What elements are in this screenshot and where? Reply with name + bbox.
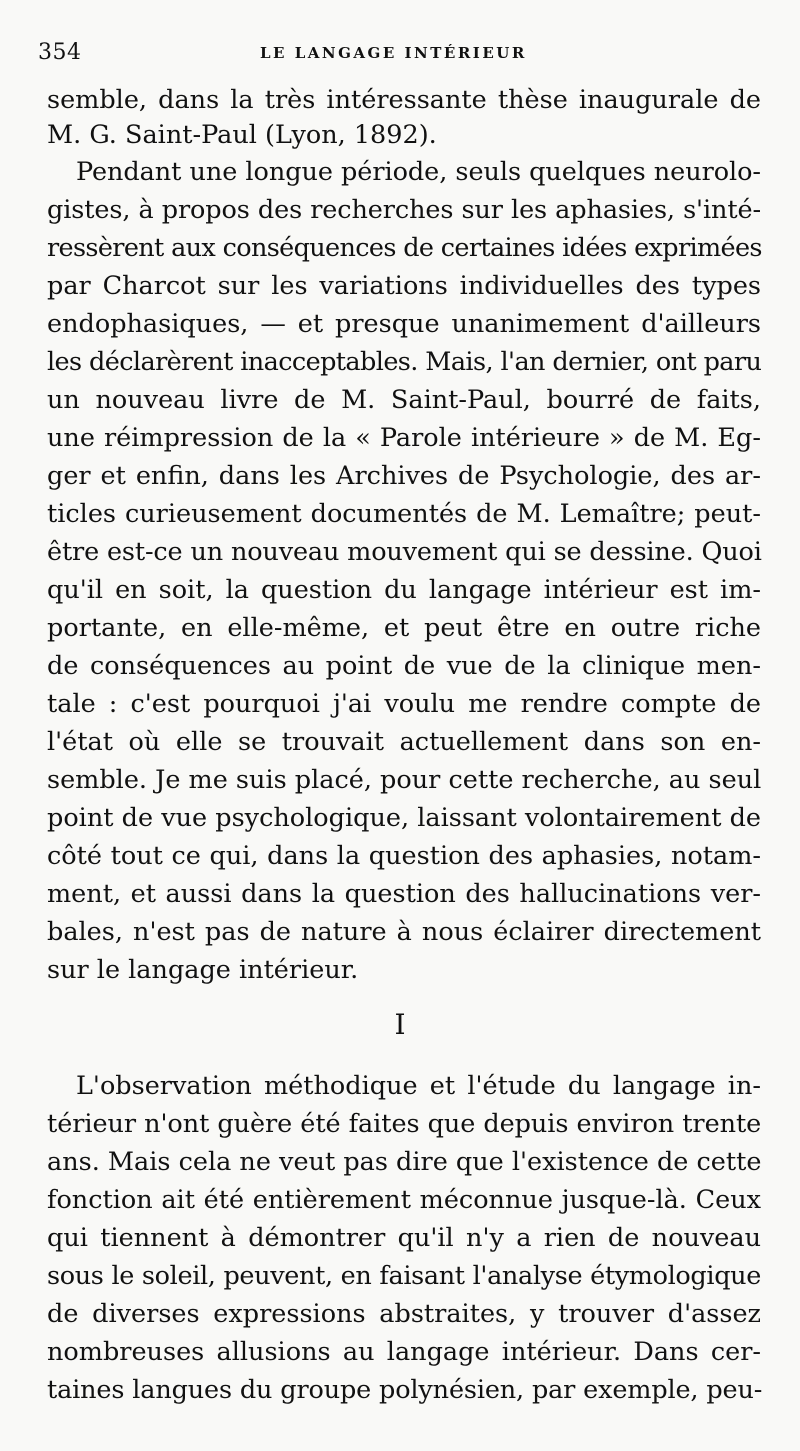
text-line: semble, dans la très intéressante thèse inaugurale de	[47, 85, 761, 115]
text-line: ment, et aussi dans la question des hallucinations ver-	[47, 879, 761, 909]
text-line: bales, n'est pas de nature à nous éclairer directement	[47, 917, 761, 947]
text-line: sous le soleil, peuvent, en faisant l'analyse étymologique	[47, 1261, 761, 1291]
text-line: portante, en elle-même, et peut être en outre riche	[47, 613, 761, 643]
text-line: l'état où elle se trouvait actuellement dans son en-	[47, 727, 761, 757]
page-number: 354	[38, 40, 82, 65]
text-line: ticles curieusement documentés de M. Lemaître; peut-	[47, 499, 761, 529]
text-line: un nouveau livre de M. Saint-Paul, bourré de faits,	[47, 385, 761, 415]
text-line: M. G. Saint-Paul (Lyon, 1892).	[47, 120, 437, 150]
text-line: sur le langage intérieur.	[47, 955, 359, 985]
text-line: ger et enfin, dans les Archives de Psychologie, des ar-	[47, 461, 761, 491]
text-line: qui tiennent à démontrer qu'il n'y a rien de nouveau	[47, 1223, 761, 1253]
text-line: ressèrent aux conséquences de certaines idées exprimées	[47, 233, 762, 263]
running-head	[38, 40, 758, 70]
running-title: LE LANGAGE INTÉRIEUR	[260, 44, 527, 62]
text-line: L'observation méthodique et l'étude du langage in-	[76, 1071, 761, 1101]
text-line: taines langues du groupe polynésien, par exemple, peu-	[47, 1375, 763, 1405]
text-line: fonction ait été entièrement méconnue jusque-là. Ceux	[47, 1185, 761, 1215]
text-line: semble. Je me suis placé, pour cette recherche, au seul	[47, 765, 762, 795]
text-line: Pendant une longue période, seuls quelques neurolo-	[76, 157, 761, 187]
text-line: par Charcot sur les variations individuelles des types	[47, 271, 761, 301]
text-line: être est-ce un nouveau mouvement qui se dessine. Quoi	[47, 537, 762, 567]
text-line: point de vue psychologique, laissant volontairement de	[47, 803, 761, 833]
text-line: côté tout ce qui, dans la question des aphasies, notam-	[47, 841, 761, 871]
text-line: de diverses expressions abstraites, y trouver d'assez	[47, 1299, 761, 1329]
section-heading: I	[394, 1008, 406, 1041]
text-line: les déclarèrent inacceptables. Mais, l'an dernier, ont paru	[47, 347, 762, 377]
text-line: nombreuses allusions au langage intérieur. Dans cer-	[47, 1337, 761, 1367]
text-line: ans. Mais cela ne veut pas dire que l'existence de cette	[47, 1147, 762, 1177]
text-line: endophasiques, — et presque unanimement d'ailleurs	[47, 309, 761, 339]
text-line: térieur n'ont guère été faites que depuis environ trente	[47, 1109, 762, 1139]
text-line: qu'il en soit, la question du langage intérieur est im-	[47, 575, 761, 605]
text-line: tale : c'est pourquoi j'ai voulu me rendre compte de	[47, 689, 761, 719]
text-line: une réimpression de la « Parole intérieure » de M. Eg-	[47, 423, 761, 453]
text-line: gistes, à propos des recherches sur les aphasies, s'inté-	[47, 195, 761, 225]
text-line: de conséquences au point de vue de la clinique men-	[47, 651, 761, 681]
